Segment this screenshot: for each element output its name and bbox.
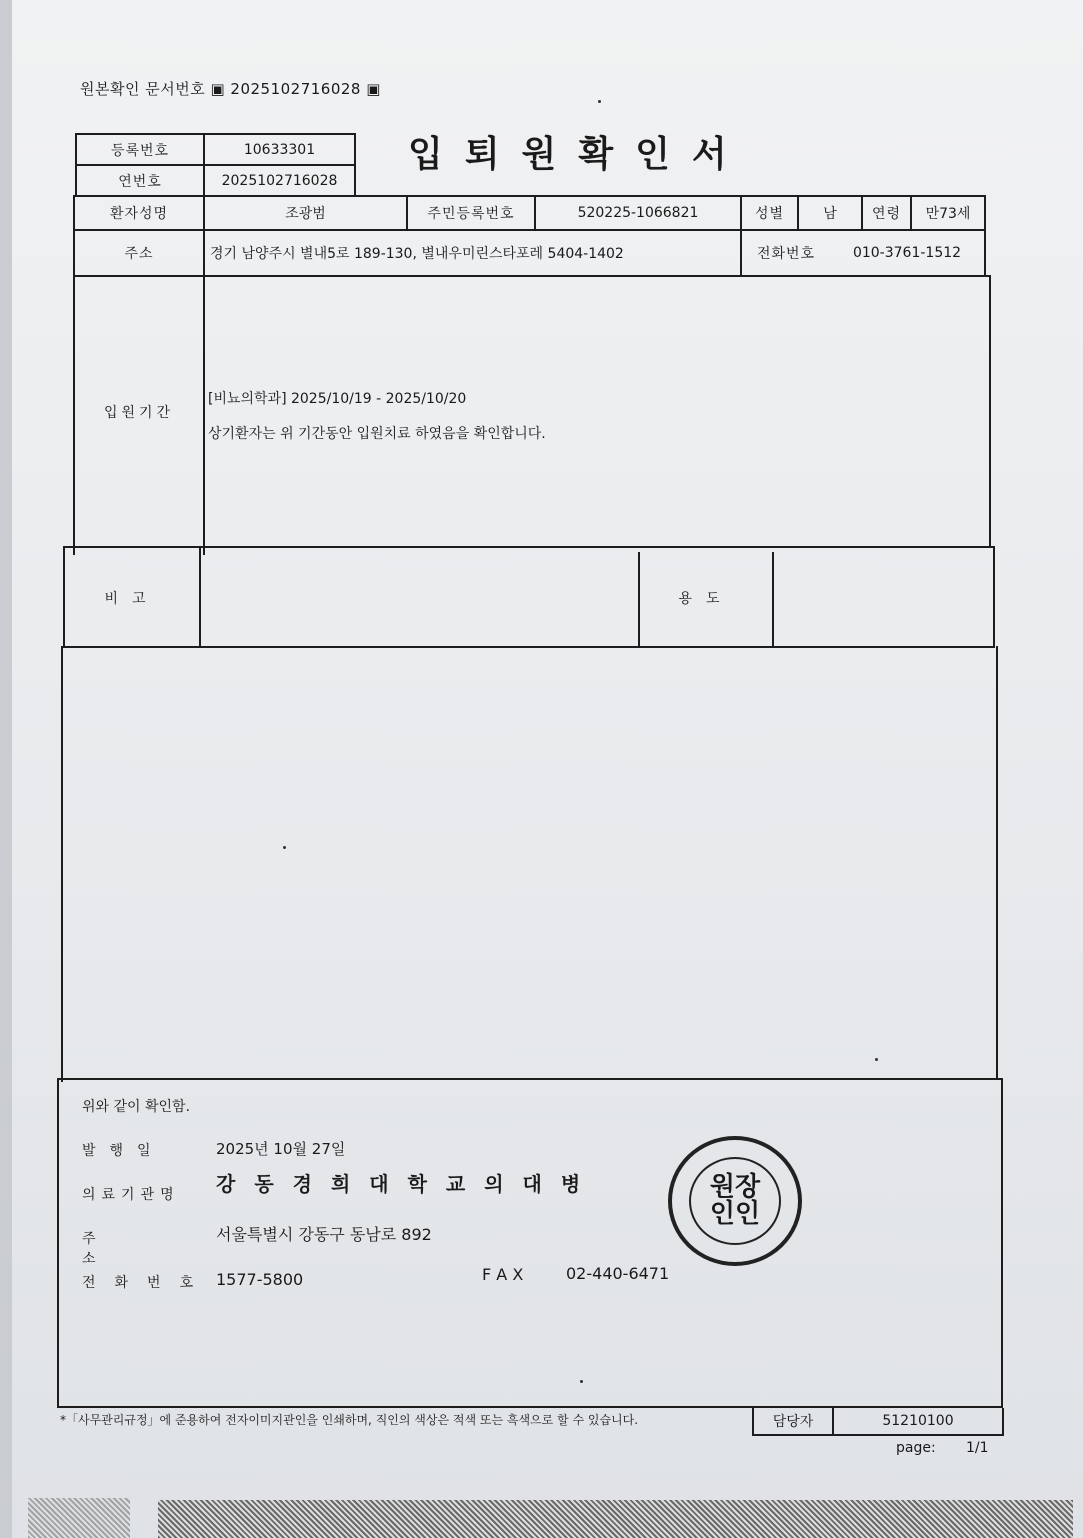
patient-name-label: 환자성명 xyxy=(109,206,169,222)
address-label: 주소 xyxy=(124,246,154,262)
phone-label: 전화번호 xyxy=(756,246,816,262)
official-seal xyxy=(668,1136,802,1266)
fax-label: F A X xyxy=(482,1265,524,1284)
page-value: 1/1 xyxy=(966,1440,989,1456)
staff-id: 51210100 xyxy=(882,1413,954,1429)
rrn-value: 520225-1066821 xyxy=(577,205,699,221)
fax-value: 02-440-6471 xyxy=(566,1264,670,1283)
staff-label: 담당자 xyxy=(772,1414,814,1430)
institution-name: 강동경희대학교의대병 xyxy=(216,1172,600,1196)
usage-label: 용도 xyxy=(678,591,734,607)
print-note: *「사무관리규정」에 준용하여 전자이미지관인을 인쇄하며, 직인의 색상은 적색 또는 흑색으로 할 수 있습니다. xyxy=(60,1413,639,1427)
confirm-text: 위와 같이 확인함. xyxy=(82,1099,191,1115)
scan-noise xyxy=(28,1498,130,1538)
reg-no-label: 등록번호 xyxy=(110,142,170,159)
serial-label: 연번호 xyxy=(118,173,162,190)
doc-number-line: 원본확인 문서번호 ▣ 2025102716028 ▣ xyxy=(80,80,381,98)
seal-text: 원장 인인 xyxy=(689,1157,781,1245)
address-value: 경기 남양주시 별내5로 189-130, 별내우미린스타포레 5404-1402 xyxy=(210,246,624,262)
institution-label: 의료기관명 xyxy=(82,1187,180,1203)
issue-date-label: 발행일 xyxy=(82,1143,165,1159)
admission-statement: 상기환자는 위 기간동안 입원치료 하였음을 확인합니다. xyxy=(208,426,546,442)
age-value: 만73세 xyxy=(925,206,971,222)
institution-phone-label: 전화번호 xyxy=(82,1275,213,1291)
admission-label: 입원기간 xyxy=(103,405,175,421)
reg-no-value: 10633301 xyxy=(243,141,316,158)
sex-value: 남 xyxy=(823,206,837,222)
rrn-label: 주민등록번호 xyxy=(427,206,515,222)
patient-name-value: 조광범 xyxy=(285,206,326,222)
page-label: page: xyxy=(896,1440,936,1456)
age-label: 연령 xyxy=(871,206,902,222)
admission-period: [비뇨의학과] 2025/10/19 - 2025/10/20 xyxy=(208,391,467,407)
institution-address: 서울특별시 강동구 동남로 892 xyxy=(216,1225,432,1244)
serial-value: 2025102716028 xyxy=(221,172,338,189)
scan-noise xyxy=(158,1500,1073,1538)
institution-address-label: 주소 xyxy=(82,1231,182,1267)
page-title: 입퇴원확인서 xyxy=(408,134,749,175)
sex-label: 성별 xyxy=(754,206,785,222)
issue-date-value: 2025년 10월 27일 xyxy=(216,1140,346,1158)
phone-value: 010-3761-1512 xyxy=(852,245,962,261)
remarks-label: 비고 xyxy=(104,591,160,607)
institution-phone: 1577-5800 xyxy=(216,1270,304,1289)
